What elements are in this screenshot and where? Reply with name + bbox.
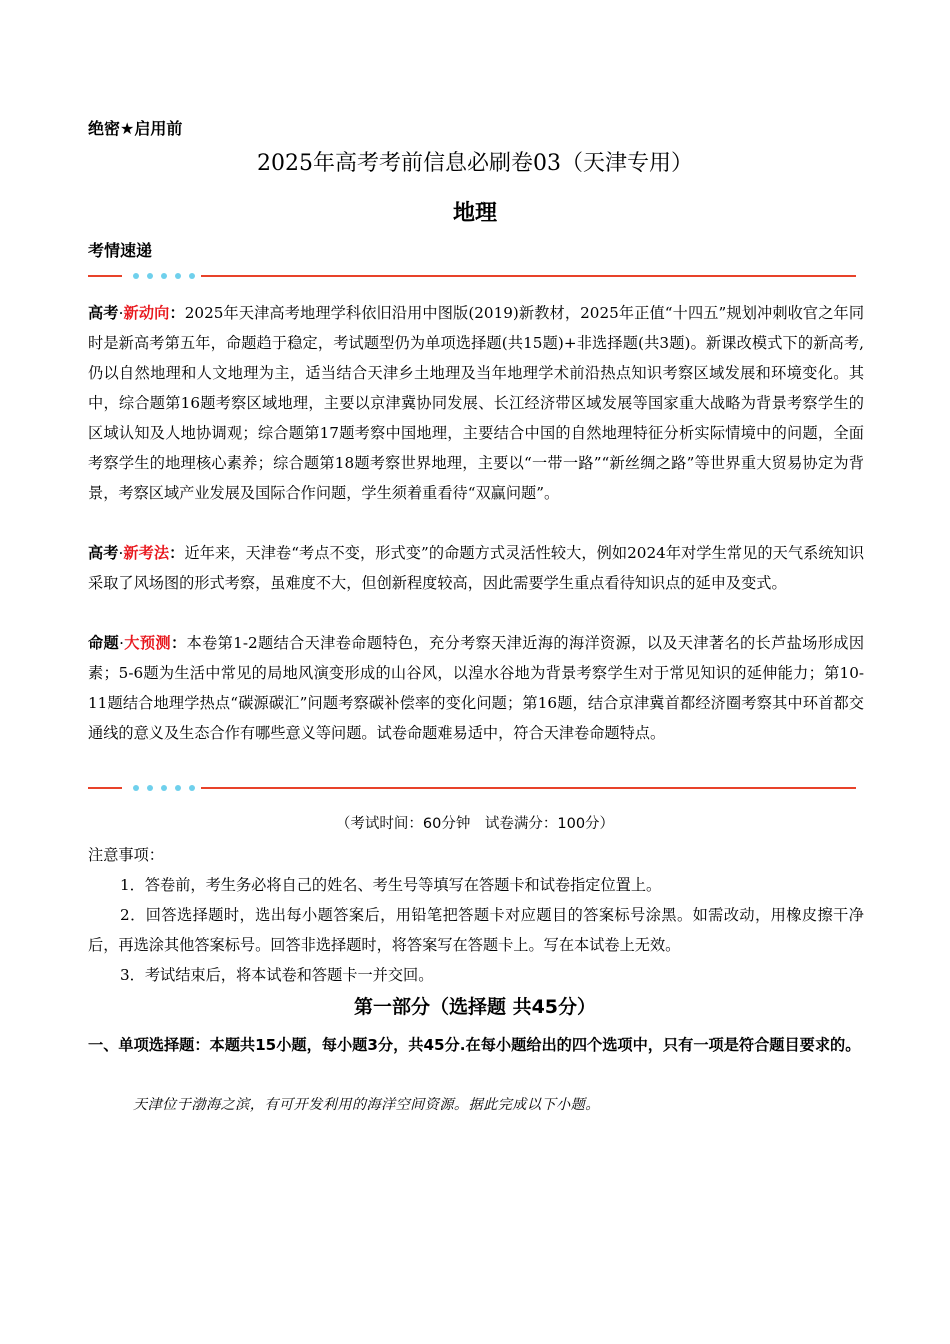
exam-info: （考试时间：60分钟 试卷满分：100分） [335,816,615,832]
divider-dot [175,273,181,279]
divider-dot [147,273,153,279]
divider-line-right [201,787,856,789]
divider-dot [133,273,139,279]
divider-dot [189,273,195,279]
label-prefix: 高考 [88,544,119,562]
divider-dot [189,785,195,791]
note-item: 2．回答选择题时，选出每小题答案后，用铅笔把答题卡对应题目的答案标号涂黑。如需改动，用橡皮擦干净后，再选涂其他答案标号。回答非选择题时，将答案写在答题卡上。写在本试卷上无效。 [88,906,864,954]
overview-paragraph-prediction [88,628,864,748]
divider-dot [161,785,167,791]
note-item: 3．考试结束后，将本试卷和答题卡一并交回。 [120,966,434,984]
label-prefix: 高考 [88,304,119,322]
paragraph-text: 2025年天津高考地理学科依旧沿用中图版(2019)新教材，2025年正值“十四五”规划冲刺收官之年同时是新高考第五年，命题趋于稳定，考试题型仍为单项选择题(共15题)+非选择题(共3题)。新课改模式下的新高考,仍以自然地理和人文地理为主，适当结合天津乡土地理及当年地理学术前沿热点知识考察区域发展和环境变化。其中，综合题第16题考察区域地理，主要以京津冀协同发展、长江经济带区域发展等国家重大战略为背景考察学生的区域认知及人地协调观；综合题第17题考察中国地理，主要结合中国的自然地理特征分析实际情境中的问题，全面考察学生的地理核心素养；综合题第18题考察世界地理，主要以“一带一路”“新丝绸之路”等世界重大贸易协定为背景，考察区域产业发展及国际合作问题，学生须着重看待“双赢问题”。 [88,304,865,502]
divider-dot [161,273,167,279]
label-colon: ： [169,304,185,322]
part-one-title: 第一部分（选择题 共45分） [353,996,597,1018]
paragraph-text: 本卷第1-2题结合天津卷命题特色，充分考察天津近海的海洋资源，以及天津著名的长芦盐场形成因素；5-6题为生活中常见的局地风演变形成的山谷风，以湟水谷地为背景考察学生对于常见知识的延伸能力；第10-11题结合地理学热点“碳源碳汇”问题考察碳补偿率的变化问题；第16题，结合京津冀首都经济圈考察其中环首都交通线的意义及生态合作有哪些意义等问题。试卷命题难易适中，符合天津卷命题特点。 [88,634,865,742]
divider-line-right [201,275,856,277]
divider-line-left [88,275,122,277]
document-title: 2025年高考考前信息必刷卷03（天津专用） [257,151,693,176]
secret-mark: 绝密★启用前 [88,119,183,138]
divider-line-left [88,787,122,789]
paragraph-text: 近年来，天津卷“考点不变，形式变”的命题方式灵活性较大，例如2024年对学生常见的天气系统知识采取了风场图的形式考察，虽难度不大，但创新程度较高，因此需要学生重点看待知识点的延申及变式。 [88,544,865,592]
label-colon: ： [170,634,187,652]
label-prefix: 命题 [88,634,120,652]
label-highlight: 新考法 [123,544,170,562]
section-divider-bottom [88,782,856,794]
divider-dot [147,785,153,791]
label-separator: · [118,544,124,562]
label-separator: · [119,634,124,652]
overview-paragraph-new-method [88,538,864,598]
subject-title: 地理 [452,201,497,226]
label-separator: · [118,304,124,322]
label-highlight: 大预测 [123,634,171,652]
overview-paragraph-new-trend [88,298,864,508]
note-item: 1．答卷前，考生务必将自己的姓名、考生号等填写在答题卡和试卷指定位置上。 [120,876,662,894]
question-lead-text: 天津位于渤海之滨，有可开发利用的海洋空间资源。据此完成以下小题。 [133,1097,600,1113]
label-highlight: 新动向 [123,304,170,322]
notes-heading: 注意事项： [88,846,164,864]
divider-dot [133,785,139,791]
divider-dot [175,785,181,791]
label-colon: ： [169,544,185,562]
section-divider-top [88,270,856,282]
overview-heading: 考情速递 [88,241,153,260]
section-instruction: 一、单项选择题：本题共15小题，每小题3分，共45分.在每小题给出的四个选项中，只有一项是符合题目要求的。 [88,1036,861,1054]
